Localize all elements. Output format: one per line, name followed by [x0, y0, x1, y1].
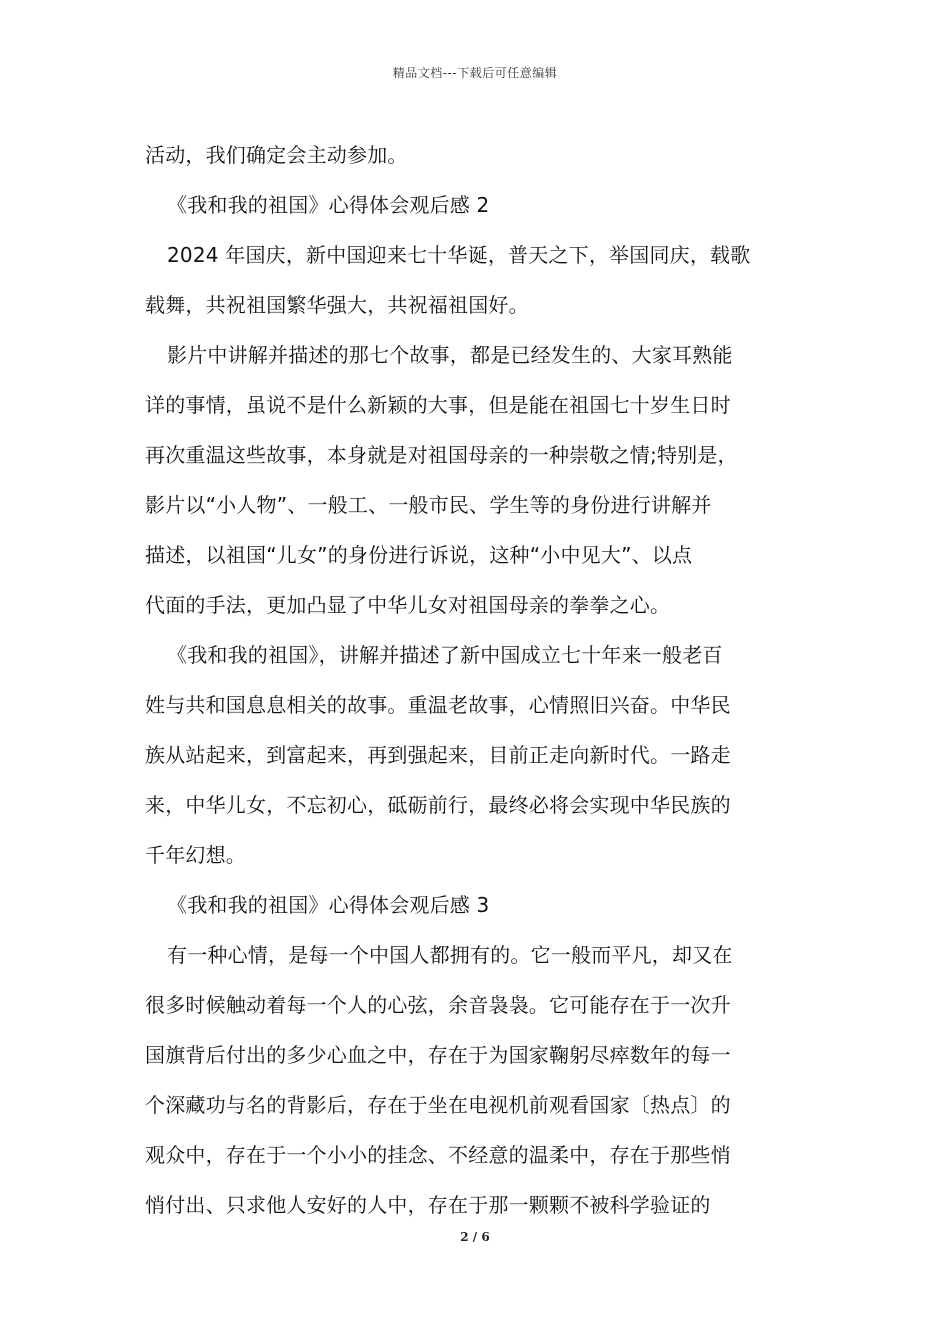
- text-line: 影片以“小人物”、一般工、一般市民、学生等的身份进行讲解并: [145, 493, 712, 517]
- text-line: 千年幻想。: [145, 843, 246, 867]
- text-line: 2024 年国庆，新中国迎来七十华诞，普天之下，举国同庆，载歌: [167, 243, 751, 267]
- text-line: 观众中，存在于一个小小的挂念、不经意的温柔中，存在于那些悄: [145, 1143, 731, 1167]
- text-line: 来，中华儿女，不忘初心，砥砺前行，最终必将会实现中华民族的: [145, 793, 731, 817]
- text-line: 国旗背后付出的多少心血之中，存在于为国家鞠躬尽瘁数年的每一: [145, 1043, 731, 1067]
- text-line: 再次重温这些故事，本身就是对祖国母亲的一种崇敬之情;特别是，: [145, 443, 738, 467]
- text-line: 代面的手法，更加凸显了中华儿女对祖国母亲的拳拳之心。: [145, 593, 671, 617]
- page-number: 2 / 6: [460, 1230, 490, 1244]
- text-line: 活动，我们确定会主动参加。: [145, 143, 408, 167]
- document-body: [145, 130, 810, 1230]
- text-line: 详的事情，虽说不是什么新颖的大事，但是能在祖国七十岁生日时: [145, 393, 731, 417]
- text-line: 《我和我的祖国》，讲解并描述了新中国成立七十年来一般老百: [167, 643, 723, 667]
- text-line: 《我和我的祖国》心得体会观后感 2: [167, 193, 490, 217]
- text-line: 有一种心情，是每一个中国人都拥有的。它一般而平凡，却又在: [167, 943, 733, 967]
- text-line: 族从站起来，到富起来，再到强起来，目前正走向新时代。一路走: [145, 743, 731, 767]
- text-line: 描述，以祖国“儿女”的身份进行诉说，这种“小中见大”、以点: [145, 543, 693, 567]
- text-line: 悄付出、只求他人安好的人中，存在于那一颗颗不被科学验证的: [145, 1193, 711, 1217]
- text-line: 很多时候触动着每一个人的心弦，余音袅袅。它可能存在于一次升: [145, 993, 731, 1017]
- text-line: 个深藏功与名的背影后，存在于坐在电视机前观看国家〔热点〕的: [145, 1093, 731, 1117]
- text-line: 影片中讲解并描述的那七个故事，都是已经发生的、大家耳熟能: [167, 343, 733, 367]
- text-line: 《我和我的祖国》心得体会观后感 3: [167, 893, 490, 917]
- text-line: 姓与共和国息息相关的故事。重温老故事，心情照旧兴奋。中华民: [145, 693, 731, 717]
- text-line: 载舞，共祝祖国繁华强大，共祝福祖国好。: [145, 293, 529, 317]
- page-header: 精品文档---下载后可任意编辑: [392, 66, 558, 80]
